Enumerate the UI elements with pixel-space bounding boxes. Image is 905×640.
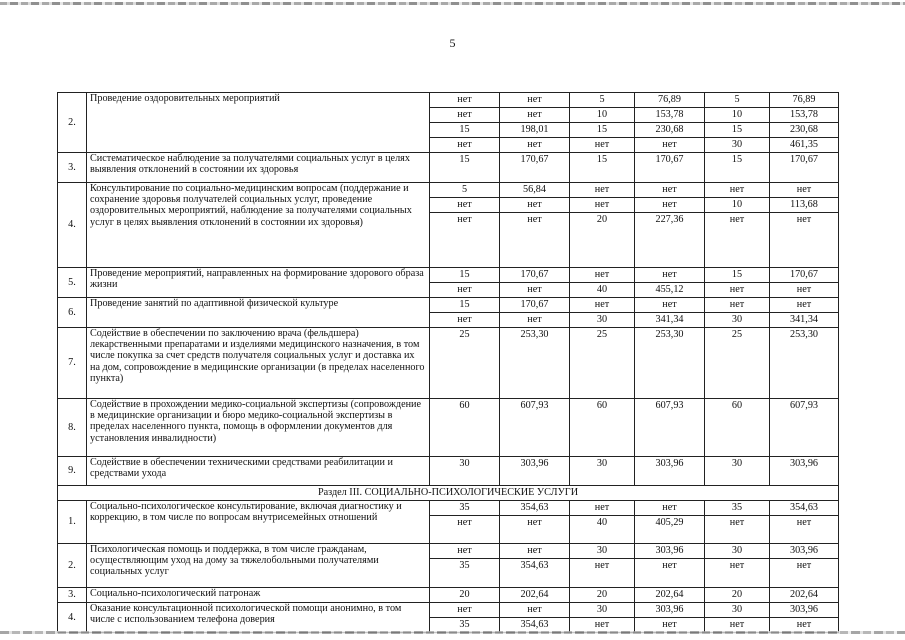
cost-cell	[500, 399, 570, 457]
cost-cell	[635, 93, 705, 153]
volume-value: 25	[459, 329, 470, 340]
cost-value: 303,96	[789, 458, 818, 469]
cost-cell	[770, 399, 839, 457]
cost-cell	[635, 183, 705, 268]
service-name: Проведение мероприятий, направленных на формирование здорового образа жизни	[87, 268, 430, 298]
volume-cell	[430, 298, 500, 328]
cost-value: нет	[662, 299, 677, 310]
volume-value: 20	[570, 212, 634, 227]
cost-value: 56,84	[523, 184, 546, 195]
cost-cell	[770, 328, 839, 399]
cost-value: 170,67	[520, 299, 549, 310]
cost-cell	[770, 268, 839, 298]
volume-value: 10	[705, 107, 769, 122]
cost-value: 76,89	[658, 94, 681, 105]
cost-cell	[635, 153, 705, 183]
table-row	[58, 544, 839, 588]
volume-value: 40	[570, 282, 634, 297]
volume-value: 15	[570, 122, 634, 137]
section-header-row	[58, 486, 839, 501]
cost-value: 303,96	[655, 458, 684, 469]
cost-value: 303,96	[655, 545, 684, 556]
volume-value: нет	[430, 107, 499, 122]
cost-value: 607,93	[789, 400, 818, 411]
cost-value: нет	[500, 312, 569, 327]
volume-value: 60	[731, 400, 743, 411]
cost-value: 354,63	[520, 502, 549, 513]
volume-cell	[705, 153, 770, 183]
cost-cell	[500, 457, 570, 486]
cost-cell	[500, 298, 570, 328]
volume-value: 30	[570, 312, 634, 327]
cost-cell	[635, 298, 705, 328]
volume-value: 5	[461, 184, 468, 195]
section-3-title: Раздел III. СОЦИАЛЬНО-ПСИХОЛОГИЧЕСКИЕ УСЛУГИ	[58, 486, 839, 501]
volume-value: 5	[734, 94, 740, 105]
cost-value: 253,30	[520, 329, 549, 340]
cost-cell	[770, 544, 839, 588]
cost-value: 230,68	[770, 122, 838, 137]
service-name: Проведение оздоровительных мероприятий	[87, 93, 430, 153]
volume-cell	[430, 501, 500, 544]
volume-value: 10	[705, 197, 769, 212]
cost-cell	[500, 268, 570, 298]
table-row	[58, 328, 839, 399]
volume-value: нет	[430, 137, 499, 152]
cost-value: 170,67	[655, 154, 684, 165]
cost-value: 341,34	[770, 312, 838, 327]
volume-value: нет	[430, 282, 499, 297]
table-row	[58, 268, 839, 298]
cost-value: нет	[635, 558, 704, 573]
scan-edge-top	[0, 2, 905, 5]
volume-value: 15	[459, 299, 470, 310]
table-row	[58, 298, 839, 328]
cost-value: 303,96	[789, 545, 818, 556]
volume-cell	[570, 153, 635, 183]
cost-value: нет	[527, 545, 542, 556]
volume-value: 30	[596, 604, 608, 615]
cost-value: 354,63	[500, 558, 569, 573]
volume-value: 5	[599, 94, 605, 105]
service-name: Содействие в обеспечении по заключению врача (фельдшера) лекарственными препаратами и изделиями медицинского назначения, в том числе покупка за счет средств получателя социальных услуг и доставка их на дом, сопровождение в медицинские организации (в пределах населенного пункта)	[87, 328, 430, 399]
cost-cell	[770, 153, 839, 183]
row-number: 7.	[58, 328, 87, 399]
table-row	[58, 183, 839, 268]
volume-value: нет	[705, 282, 769, 297]
cost-value: 170,67	[789, 269, 818, 280]
cost-value: нет	[635, 197, 704, 212]
service-name: Содействие в обеспечении техническими средствами реабилитации и средствами ухода	[87, 457, 430, 486]
service-name: Систематическое наблюдение за получателями социальных услуг в целях выявления отклонений в состоянии их здоровья	[87, 153, 430, 183]
row-number: 2.	[58, 544, 87, 588]
cost-value: 170,67	[789, 154, 818, 165]
cost-value: 607,93	[520, 400, 549, 411]
cost-cell	[635, 399, 705, 457]
row-number: 3.	[58, 588, 87, 603]
cost-value: 303,96	[655, 604, 684, 615]
table-row	[58, 588, 839, 603]
volume-value: 35	[459, 502, 470, 513]
volume-cell	[705, 603, 770, 633]
cost-cell	[500, 183, 570, 268]
cost-value: 253,30	[655, 329, 684, 340]
volume-value: 15	[459, 269, 470, 280]
page-number: 5	[449, 36, 456, 50]
scan-edge-bottom	[0, 631, 905, 634]
cost-value: 202,64	[520, 589, 549, 600]
cost-cell	[500, 603, 570, 633]
cost-value: нет	[770, 212, 838, 227]
services-table	[57, 92, 839, 633]
volume-cell	[705, 183, 770, 268]
table-row	[58, 603, 839, 633]
volume-value: нет	[457, 545, 472, 556]
volume-value: 30	[459, 458, 470, 469]
volume-value: нет	[457, 94, 472, 105]
row-number: 4.	[58, 183, 87, 268]
volume-cell	[705, 298, 770, 328]
volume-value: нет	[457, 604, 472, 615]
service-name: Консультирование по социально-медицинским вопросам (поддержание и сохранение здоровья получателей социальных услуг, проведение оздоровительных мероприятий, наблюдение за получателями социальных услуг в целях выявления отклонений в состоянии их здоровья)	[87, 183, 430, 268]
cost-value: нет	[635, 137, 704, 152]
cost-cell	[500, 153, 570, 183]
cost-value: нет	[662, 269, 677, 280]
volume-value: 60	[596, 400, 608, 411]
cost-value: 607,93	[655, 400, 684, 411]
cost-value: 170,67	[520, 269, 549, 280]
volume-value: 35	[430, 617, 499, 632]
table-row	[58, 93, 839, 153]
volume-value: нет	[594, 299, 610, 310]
cost-cell	[500, 93, 570, 153]
volume-value: нет	[705, 515, 769, 530]
cost-value: 202,64	[789, 589, 818, 600]
volume-value: нет	[705, 558, 769, 573]
row-number: 2.	[58, 93, 87, 153]
volume-value: 15	[459, 154, 470, 165]
row-number: 6.	[58, 298, 87, 328]
volume-cell	[570, 544, 635, 588]
volume-cell	[705, 93, 770, 153]
volume-value: нет	[430, 197, 499, 212]
volume-value: 20	[459, 589, 470, 600]
cost-cell	[635, 501, 705, 544]
cost-cell	[770, 183, 839, 268]
cost-value: нет	[770, 282, 838, 297]
volume-value: 30	[731, 545, 743, 556]
volume-value: 20	[731, 589, 743, 600]
volume-cell	[570, 93, 635, 153]
volume-cell	[705, 328, 770, 399]
table-row	[58, 153, 839, 183]
cost-value: нет	[527, 604, 542, 615]
service-name: Социально-психологический патронаж	[87, 588, 430, 603]
table-row	[58, 457, 839, 486]
volume-cell	[570, 399, 635, 457]
volume-value: 15	[705, 122, 769, 137]
volume-value: 30	[705, 312, 769, 327]
cost-cell	[500, 328, 570, 399]
row-number: 8.	[58, 399, 87, 457]
table-row	[58, 399, 839, 457]
volume-cell	[430, 544, 500, 588]
volume-cell	[705, 588, 770, 603]
volume-value: 35	[731, 502, 743, 513]
volume-value: 30	[705, 137, 769, 152]
cost-cell	[500, 588, 570, 603]
cost-value: 455,12	[635, 282, 704, 297]
volume-value: нет	[705, 617, 769, 632]
cost-value: нет	[796, 184, 812, 195]
row-number: 5.	[58, 268, 87, 298]
cost-value: 170,67	[520, 154, 549, 165]
volume-cell	[570, 501, 635, 544]
cost-value: 153,78	[635, 107, 704, 122]
cost-value: 198,01	[500, 122, 569, 137]
volume-cell	[705, 457, 770, 486]
volume-cell	[570, 328, 635, 399]
volume-cell	[705, 501, 770, 544]
table-row	[58, 501, 839, 544]
cost-value: 202,64	[655, 589, 684, 600]
cost-cell	[770, 298, 839, 328]
cost-value: нет	[527, 94, 542, 105]
volume-value: 15	[731, 154, 743, 165]
volume-cell	[570, 268, 635, 298]
cost-value: нет	[635, 617, 704, 632]
cost-cell	[500, 501, 570, 544]
service-name: Социально-психологическое консультирование, включая диагностику и коррекцию, в том числе по вопросам внутрисемейных отношений	[87, 501, 430, 544]
cost-value: нет	[500, 282, 569, 297]
volume-cell	[430, 603, 500, 633]
volume-value: 30	[731, 604, 743, 615]
volume-value: нет	[430, 515, 499, 530]
cost-value: нет	[500, 212, 569, 227]
volume-value: нет	[430, 312, 499, 327]
cost-value: 76,89	[792, 94, 816, 105]
cost-cell	[770, 588, 839, 603]
volume-cell	[570, 457, 635, 486]
cost-value: 153,78	[770, 107, 838, 122]
volume-value: 15	[731, 269, 743, 280]
volume-cell	[570, 183, 635, 268]
cost-value: нет	[500, 107, 569, 122]
volume-value: нет	[570, 558, 634, 573]
cost-value: 113,68	[770, 197, 838, 212]
volume-value: нет	[594, 502, 610, 513]
volume-value: нет	[570, 137, 634, 152]
volume-value: 60	[459, 400, 470, 411]
cost-cell	[635, 588, 705, 603]
service-name: Оказание консультационной психологической помощи анонимно, в том числе с использованием телефона доверия	[87, 603, 430, 633]
cost-value: 253,30	[789, 329, 818, 340]
service-name: Психологическая помощь и поддержка, в том числе гражданам, осуществляющим уход на дому за тяжелобольными получателями социальных услуг	[87, 544, 430, 588]
cost-value: 227,36	[635, 212, 704, 227]
volume-value: нет	[705, 212, 769, 227]
cost-value: 303,96	[520, 458, 549, 469]
cost-value: 303,96	[789, 604, 818, 615]
cost-value: нет	[770, 617, 838, 632]
cost-value: 354,63	[500, 617, 569, 632]
cost-cell	[635, 328, 705, 399]
volume-value: нет	[430, 212, 499, 227]
cost-cell	[770, 501, 839, 544]
volume-cell	[430, 268, 500, 298]
volume-cell	[705, 399, 770, 457]
volume-value: 25	[596, 329, 608, 340]
volume-value: 35	[430, 558, 499, 573]
cost-cell	[635, 457, 705, 486]
volume-cell	[705, 268, 770, 298]
volume-cell	[570, 603, 635, 633]
volume-cell	[430, 399, 500, 457]
cost-cell	[770, 603, 839, 633]
volume-value: нет	[729, 184, 745, 195]
row-number: 1.	[58, 501, 87, 544]
cost-cell	[770, 457, 839, 486]
cost-cell	[770, 93, 839, 153]
volume-value: 15	[430, 122, 499, 137]
service-name: Содействие в прохождении медико-социальной экспертизы (сопровождение в медицинские организации и бюро медико-социальной экспертизы в пределах населенного пункта, помощь в оформлении документов для установления инвалидности)	[87, 399, 430, 457]
row-number: 9.	[58, 457, 87, 486]
cost-value: 230,68	[635, 122, 704, 137]
volume-cell	[570, 588, 635, 603]
cost-value: 354,63	[789, 502, 818, 513]
volume-value: нет	[594, 269, 610, 280]
volume-value: нет	[594, 184, 610, 195]
volume-cell	[705, 544, 770, 588]
cost-value: нет	[500, 137, 569, 152]
cost-value: нет	[796, 299, 812, 310]
cost-cell	[635, 268, 705, 298]
volume-cell	[570, 298, 635, 328]
cost-value: нет	[500, 197, 569, 212]
volume-cell	[430, 153, 500, 183]
cost-value: 405,29	[635, 515, 704, 530]
cost-value: нет	[770, 558, 838, 573]
volume-value: 40	[570, 515, 634, 530]
volume-cell	[430, 93, 500, 153]
volume-value: 15	[596, 154, 608, 165]
cost-value: нет	[500, 515, 569, 530]
volume-cell	[430, 183, 500, 268]
cost-value: 341,34	[635, 312, 704, 327]
cost-cell	[635, 603, 705, 633]
cost-value: нет	[662, 502, 677, 513]
volume-cell	[430, 457, 500, 486]
volume-value: 30	[596, 545, 608, 556]
row-number: 4.	[58, 603, 87, 633]
volume-value: нет	[570, 617, 634, 632]
volume-value: 30	[731, 458, 743, 469]
cost-cell	[500, 544, 570, 588]
service-name: Проведение занятий по адаптивной физической культуре	[87, 298, 430, 328]
volume-value: 30	[596, 458, 608, 469]
volume-cell	[430, 588, 500, 603]
cost-cell	[635, 544, 705, 588]
volume-value: нет	[729, 299, 745, 310]
cost-value: 461,35	[770, 137, 838, 152]
volume-value: нет	[570, 197, 634, 212]
volume-cell	[430, 328, 500, 399]
cost-value: нет	[770, 515, 838, 530]
row-number: 3.	[58, 153, 87, 183]
volume-value: 25	[731, 329, 743, 340]
volume-value: 20	[596, 589, 608, 600]
cost-value: нет	[662, 184, 677, 195]
volume-value: 10	[570, 107, 634, 122]
